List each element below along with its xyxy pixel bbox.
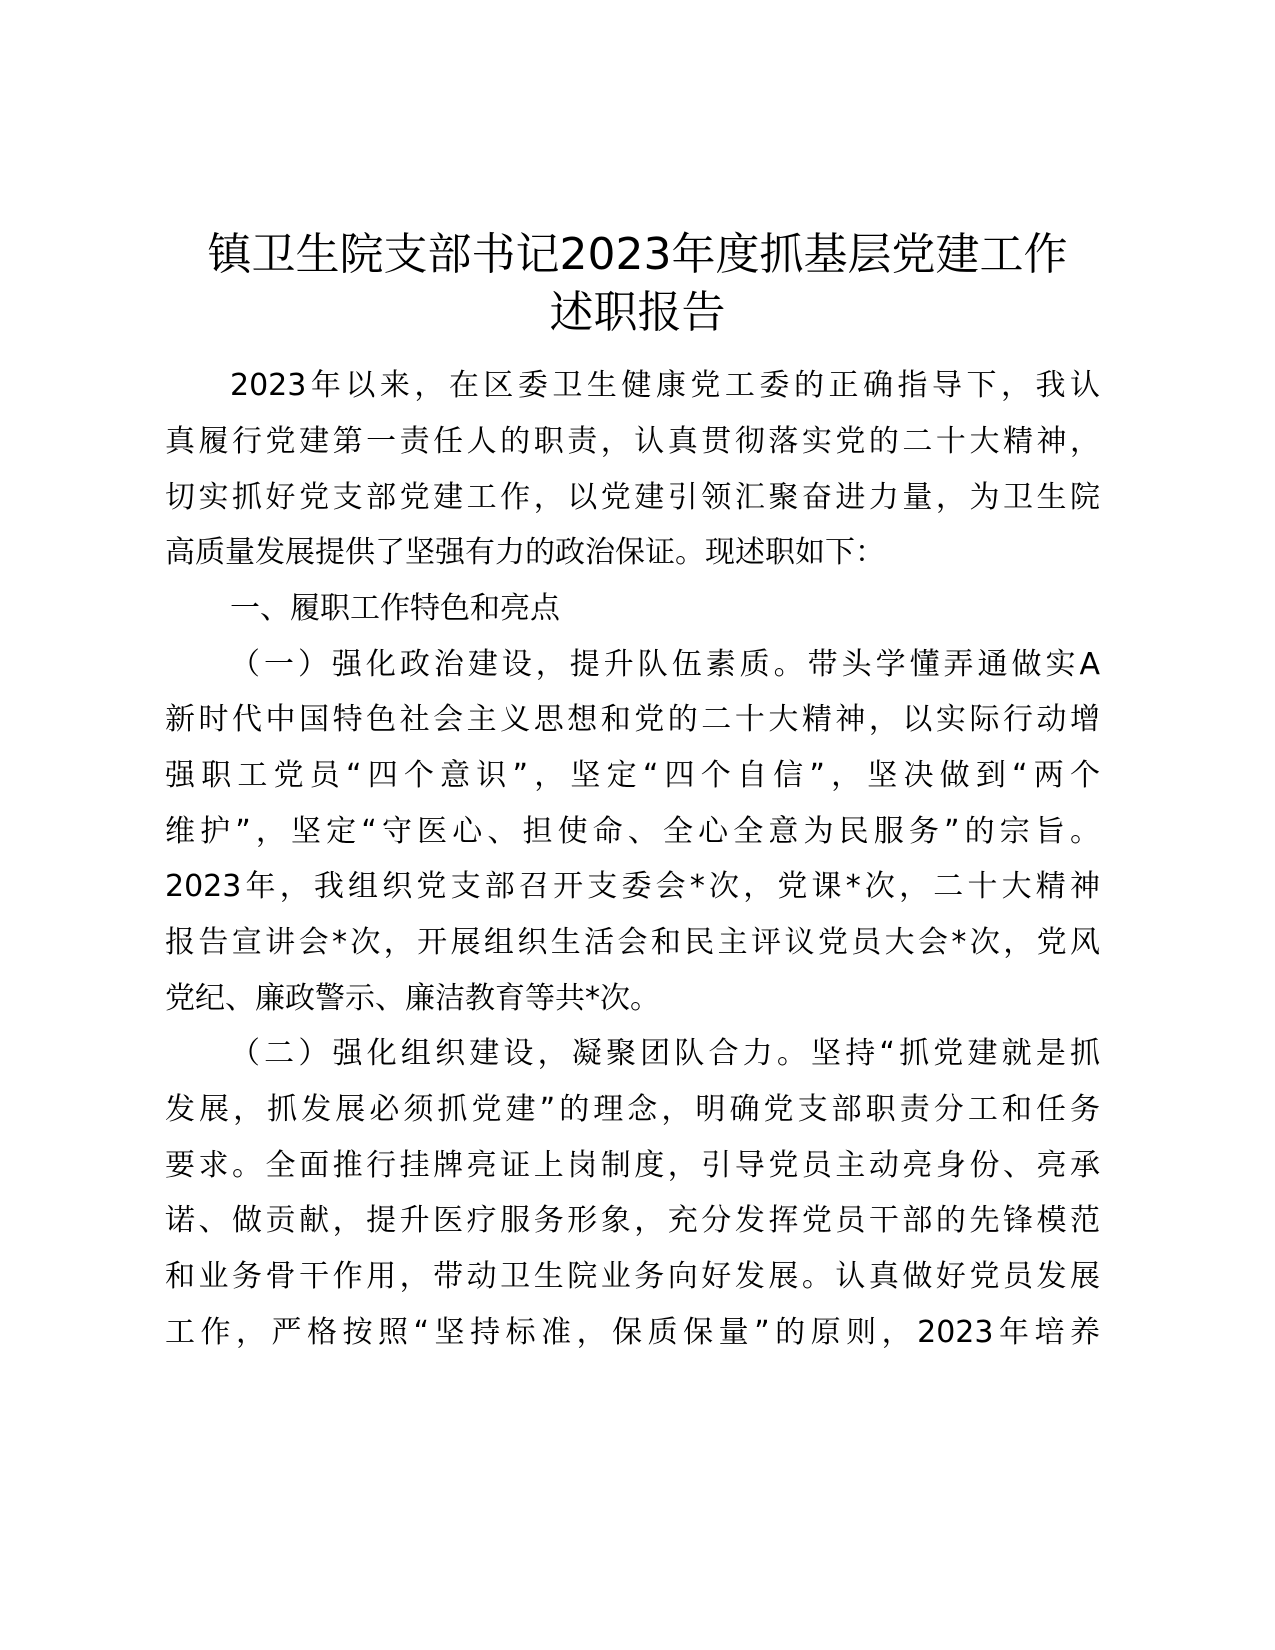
- body-line: 和业务骨干作用，带动卫生院业务向好发展。认真做好党员发展: [165, 1259, 1100, 1294]
- body-line: 新时代中国特色社会主义思想和党的二十大精神，以实际行动增: [165, 702, 1100, 737]
- body-line: 切实抓好党支部党建工作，以党建引领汇聚奋进力量，为卫生院: [165, 480, 1100, 515]
- body-line: 诺、做贡献，提升医疗服务形象，充分发挥党员干部的先锋模范: [165, 1203, 1100, 1238]
- body-line: 真履行党建第一责任人的职责，认真贯彻落实党的二十大精神，: [165, 424, 1100, 459]
- body-line: 党纪、廉政警示、廉洁教育等共*次。: [165, 981, 660, 1016]
- document-title-line-2: 述职报告: [549, 287, 726, 338]
- section-heading: 一、履职工作特色和亮点: [230, 591, 560, 626]
- body-line: 要求。全面推行挂牌亮证上岗制度，引导党员主动亮身份、亮承: [165, 1148, 1100, 1183]
- body-line: （二）强化组织建设，凝聚团队合力。坚持“抓党建就是抓: [230, 1036, 1100, 1071]
- body-line: 2023年，我组织党支部召开支委会*次，党课*次，二十大精神: [165, 869, 1100, 904]
- body-line: 发展，抓发展必须抓党建”的理念，明确党支部职责分工和任务: [165, 1092, 1100, 1127]
- document-title-line-1: 镇卫生院支部书记2023年度抓基层党建工作: [207, 229, 1068, 280]
- body-line: 报告宣讲会*次，开展组织生活会和民主评议党员大会*次，党风: [165, 925, 1100, 960]
- body-line: 维护”，坚定“守医心、担使命、全心全意为民服务”的宗旨。: [165, 814, 1100, 849]
- body-line: 工作，严格按照“坚持标准，保质保量”的原则，2023年培养: [165, 1315, 1100, 1350]
- body-line: 2023年以来，在区委卫生健康党工委的正确指导下，我认: [230, 368, 1100, 403]
- body-line: 强职工党员“四个意识”，坚定“四个自信”，坚决做到“两个: [165, 758, 1100, 793]
- body-line: 高质量发展提供了坚强有力的政治保证。现述职如下：: [165, 535, 885, 570]
- body-line: （一）强化政治建设，提升队伍素质。带头学懂弄通做实A: [230, 647, 1100, 682]
